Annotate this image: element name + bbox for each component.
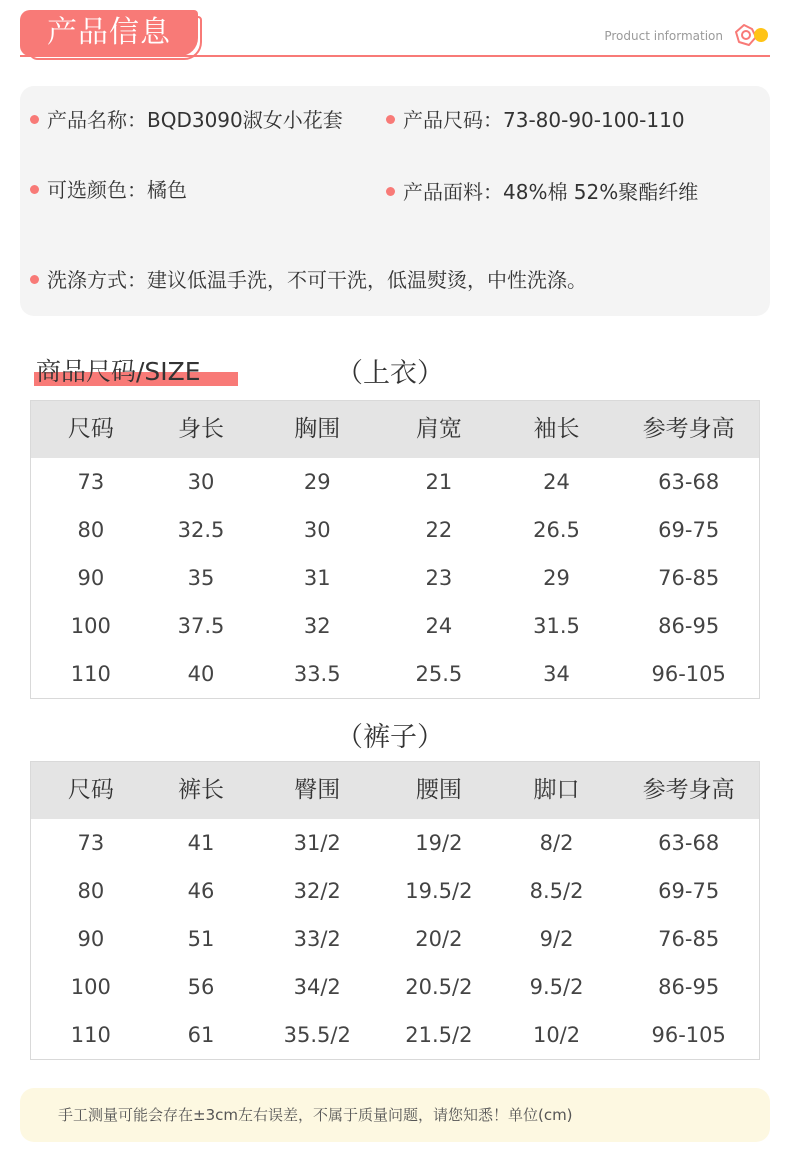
- table-cell: 100: [70, 975, 111, 999]
- table-cell: 21: [425, 470, 453, 494]
- table-cell: 51: [187, 927, 215, 951]
- table-cell: 9.5/2: [529, 975, 584, 999]
- table-cell: 76-85: [658, 566, 720, 590]
- table-header-cell: 腰围: [415, 777, 462, 803]
- table-row: [31, 458, 759, 506]
- table-row: [31, 650, 759, 698]
- table-cell: 8.5/2: [529, 879, 584, 903]
- table-cell: 32.5: [177, 518, 225, 542]
- table-cell: 96-105: [651, 662, 726, 686]
- table-cell: 29: [543, 566, 570, 590]
- table-cell: 63-68: [658, 470, 720, 494]
- info-product-name-text: 产品名称：BQD3090淑女小花套: [47, 108, 343, 132]
- table-cell: 33/2: [293, 927, 341, 951]
- flower-icon: [730, 20, 772, 50]
- table-cell: 41: [187, 831, 215, 855]
- table-row: [31, 915, 759, 963]
- table-header-cell: 肩宽: [415, 416, 462, 442]
- table-cell: 110: [70, 1023, 111, 1047]
- table-cell: 8/2: [539, 831, 574, 855]
- table-cell: 10/2: [532, 1023, 581, 1047]
- table-cell: 26.5: [533, 518, 580, 542]
- table-cell: 34/2: [293, 975, 341, 999]
- table-header-cell: 身长: [178, 416, 225, 442]
- table-cell: 73: [77, 470, 105, 494]
- table-cell: 90: [77, 927, 105, 951]
- table-cell: 90: [77, 566, 105, 590]
- table-cell: 76-85: [658, 927, 720, 951]
- table-cell: 35.5/2: [283, 1023, 351, 1047]
- pants-table-label: （裤子）: [336, 722, 444, 753]
- table-cell: 80: [77, 879, 105, 903]
- size-title-text: 商品尺码/SIZE: [36, 357, 201, 386]
- table-row: [31, 867, 759, 915]
- header-divider: [20, 55, 770, 57]
- info-wash-method: [30, 266, 587, 294]
- bullet-dot: [30, 275, 39, 284]
- top-size-table: [30, 400, 760, 699]
- table-cell: 19.5/2: [405, 879, 473, 903]
- bullet-dot: [30, 115, 39, 124]
- product-info-box: [20, 86, 770, 316]
- table-cell: 100: [70, 614, 111, 638]
- table-header-cell: 脚口: [533, 777, 580, 803]
- table-cell: 24: [543, 470, 570, 494]
- info-product-name: [30, 106, 343, 134]
- table-cell: 23: [425, 566, 453, 590]
- table-cell: 73: [77, 831, 105, 855]
- table-cell: 35: [187, 566, 215, 590]
- table-row: [31, 506, 759, 554]
- table-cell: 86-95: [658, 614, 720, 638]
- table-row: [31, 1011, 759, 1059]
- info-product-fabric-text: 产品面料：48%棉 52%聚酯纤维: [403, 180, 699, 204]
- table-header-cell: 参考身高: [642, 416, 735, 442]
- table-header-cell: 尺码: [67, 777, 114, 803]
- measurement-note-text: 手工测量可能会存在±3cm左右误差，不属于质量问题，请您知悉！单位(cm): [58, 1106, 573, 1124]
- table-header-cell: 尺码: [67, 416, 114, 442]
- info-product-fabric: [386, 178, 698, 206]
- table-cell: 96-105: [651, 1023, 726, 1047]
- info-product-sizes: [386, 106, 685, 134]
- bullet-dot: [386, 187, 395, 196]
- table-header-cell: 参考身高: [642, 777, 735, 803]
- info-wash-method-text: 洗涤方式：建议低温手洗，不可干洗，低温熨烫，中性洗涤。: [47, 268, 587, 292]
- header-subtitle: Product information: [604, 29, 723, 43]
- table-cell: 69-75: [658, 879, 720, 903]
- table-cell: 80: [77, 518, 105, 542]
- table-cell: 32/2: [293, 879, 341, 903]
- table-row: [31, 554, 759, 602]
- bullet-dot: [30, 185, 39, 194]
- table-cell: 34: [543, 662, 570, 686]
- info-product-sizes-text: 产品尺码：73-80-90-100-110: [403, 108, 685, 132]
- measurement-note-box: [20, 1088, 770, 1142]
- table-cell: 110: [70, 662, 111, 686]
- info-product-colors-text: 可选颜色：橘色: [47, 178, 187, 202]
- table-cell: 19/2: [415, 831, 463, 855]
- table-row: [31, 602, 759, 650]
- size-section-title: [30, 356, 240, 390]
- page-title: 产品信息: [47, 15, 171, 50]
- table-header-cell: 胸围: [294, 416, 341, 442]
- table-cell: 31: [303, 566, 331, 590]
- table-cell: 30: [303, 518, 331, 542]
- table-header-cell: 臀围: [294, 777, 341, 803]
- table-header-row: [31, 401, 759, 458]
- table-cell: 32: [303, 614, 331, 638]
- table-row: [31, 963, 759, 1011]
- table-cell: 29: [303, 470, 331, 494]
- table-row: [31, 819, 759, 867]
- table-cell: 46: [187, 879, 215, 903]
- info-product-colors: [30, 176, 187, 204]
- table-cell: 56: [187, 975, 215, 999]
- table-cell: 20/2: [415, 927, 463, 951]
- table-header-row: [31, 762, 759, 819]
- table-cell: 63-68: [658, 831, 720, 855]
- table-cell: 69-75: [658, 518, 720, 542]
- table-header-cell: 袖长: [533, 416, 580, 442]
- table-cell: 31/2: [293, 831, 341, 855]
- table-cell: 9/2: [539, 927, 574, 951]
- top-table-label: （上衣）: [336, 358, 444, 389]
- table-cell: 25.5: [415, 662, 463, 686]
- table-cell: 61: [187, 1023, 215, 1047]
- table-cell: 22: [425, 518, 453, 542]
- bullet-dot: [386, 115, 395, 124]
- table-cell: 86-95: [658, 975, 720, 999]
- table-cell: 30: [187, 470, 215, 494]
- table-header-cell: 裤长: [178, 777, 225, 803]
- table-cell: 20.5/2: [405, 975, 473, 999]
- table-cell: 24: [425, 614, 453, 638]
- table-cell: 37.5: [177, 614, 225, 638]
- table-cell: 33.5: [293, 662, 341, 686]
- table-cell: 40: [187, 662, 215, 686]
- table-cell: 21.5/2: [405, 1023, 473, 1047]
- section-header: [0, 0, 790, 70]
- pants-size-table: [30, 761, 760, 1060]
- table-cell: 31.5: [533, 614, 580, 638]
